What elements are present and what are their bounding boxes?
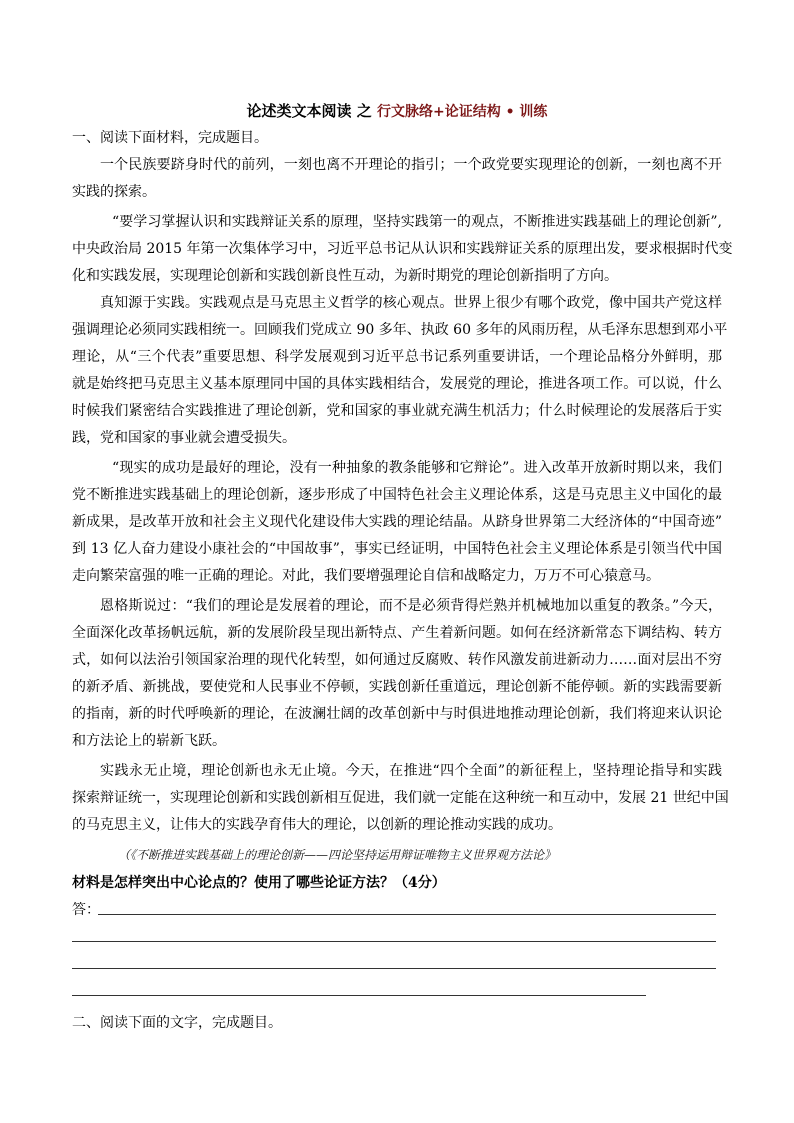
paragraph-line: “现实的成功是最好的理论，没有一种抽象的教条能够和它辩论”。进入改革开放新时期以来，我们 <box>112 460 722 476</box>
paragraph-line: 践，党和国家的事业就会遭受损失。 <box>72 430 296 446</box>
paragraph-line: 新成果，是改革开放和社会主义现代化建设伟大实践的理论结晶。从跻身世界第二大经济体的“中国奇迹” <box>72 514 722 530</box>
answer-line[interactable] <box>72 968 716 969</box>
paragraph-line: 实践永无止境，理论创新也永无止境。今天，在推进“四个全面”的新征程上，坚持理论指导和实践 <box>100 763 722 779</box>
paragraph-line: 强调理论必须同实践相统一。回顾我们党成立 90 多年、执政 60 多年的风雨历程，从毛泽东思想到邓小平 <box>72 322 728 338</box>
source-citation: （《不断推进实践基础上的理论创新——四论坚持运用辩证唯物主义世界观方法论》 <box>118 848 557 862</box>
title-subtitle: 行文脉络+论证结构 • 训练 <box>377 104 548 120</box>
paragraph-line: 探索辩证统一，实现理论创新和实践创新相互促进，我们就一定能在这种统一和互动中，发展 21 世纪中国 <box>72 790 729 806</box>
answer-line[interactable] <box>98 914 716 915</box>
paragraph-line: 理论，从“三个代表”重要思想、科学发展观到习近平总书记系列重要讲话，一个理论品格分外鲜明，那 <box>72 349 722 365</box>
paragraph-line: 真知源于实践。实践观点是马克思主义哲学的核心观点。世界上很少有哪个政党，像中国共产党这样 <box>100 295 722 311</box>
answer-label: 答： <box>72 902 100 918</box>
paragraph-line: 到 13 亿人奋力建设小康社会的“中国故事”，事实已经证明，中国特色社会主义理论体系是引领当代中国 <box>72 541 722 557</box>
section2-heading: 二、阅读下面的文字，完成题目。 <box>72 1015 282 1031</box>
paragraph-line: 和方法论上的崭新飞跃。 <box>72 733 226 749</box>
paragraph-line: 一个民族要跻身时代的前列，一刻也离不开理论的指引；一个政党要实现理论的创新，一刻也离不开 <box>100 157 722 173</box>
question-text: 材料是怎样突出中心论点的？使用了哪些论证方法？（4分） <box>72 875 446 891</box>
paragraph-line: 党不断推进实践基础上的理论创新，逐步形成了中国特色社会主义理论体系，这是马克思主义中国化的最 <box>72 487 722 503</box>
paragraph-line: 实践的探索。 <box>72 184 156 200</box>
page-title <box>0 100 794 121</box>
paragraph-line: 化和实践发展，实现理论创新和实践创新良性互动，为新时期党的理论创新指明了方向。 <box>72 268 618 284</box>
paragraph-line: 中央政治局 2015 年第一次集体学习中，习近平总书记从认识和实践辩证关系的原理出发，要求根据时代变 <box>72 241 733 257</box>
paragraph-line: 式，如何以法治引领国家治理的现代化转型，如何通过反腐败、转作风激发前进新动力……面对层出不穷 <box>72 652 722 668</box>
paragraph-line: 的新矛盾、新挑战，要使党和人民事业不停顿，实践创新任重道远，理论创新不能停顿。新的实践需要新 <box>72 679 722 695</box>
paragraph-line: 的马克思主义，让伟大的实践孕育伟大的理论，以创新的理论推动实践的成功。 <box>72 817 562 833</box>
paragraph-line: 的指南，新的时代呼唤新的理论，在波澜壮阔的改革创新中与时俱进地推动理论创新，我们将迎来认识论 <box>72 706 722 722</box>
paragraph-line: 就是始终把马克思主义基本原理同中国的具体实践相结合，发展党的理论，推进各项工作。可以说，什么 <box>72 376 722 392</box>
paragraph-line: “要学习掌握认识和实践辩证关系的原理，坚持实践第一的观点，不断推进实践基础上的理论创新”, <box>112 214 722 230</box>
paragraph-line: 恩格斯说过：“我们的理论是发展着的理论，而不是必须背得烂熟并机械地加以重复的教条。”今天， <box>100 598 722 614</box>
paragraph-line: 时候我们紧密结合实践推进了理论创新，党和国家的事业就充满生机活力；什么时候理论的发展落后于实 <box>72 403 722 419</box>
paragraph-line: 走向繁荣富强的唯一正确的理论。对此，我们要增强理论自信和战略定力，万万不可心猿意马。 <box>72 568 660 584</box>
paragraph-line: 全面深化改革扬帆远航，新的发展阶段呈现出新特点、产生着新问题。如何在经济新常态下调结构、转方 <box>72 625 722 641</box>
answer-line[interactable] <box>72 941 716 942</box>
section1-heading: 一、阅读下面材料，完成题目。 <box>72 130 268 146</box>
answer-line[interactable] <box>72 995 646 996</box>
title-main: 论述类文本阅读 之 <box>246 102 377 120</box>
